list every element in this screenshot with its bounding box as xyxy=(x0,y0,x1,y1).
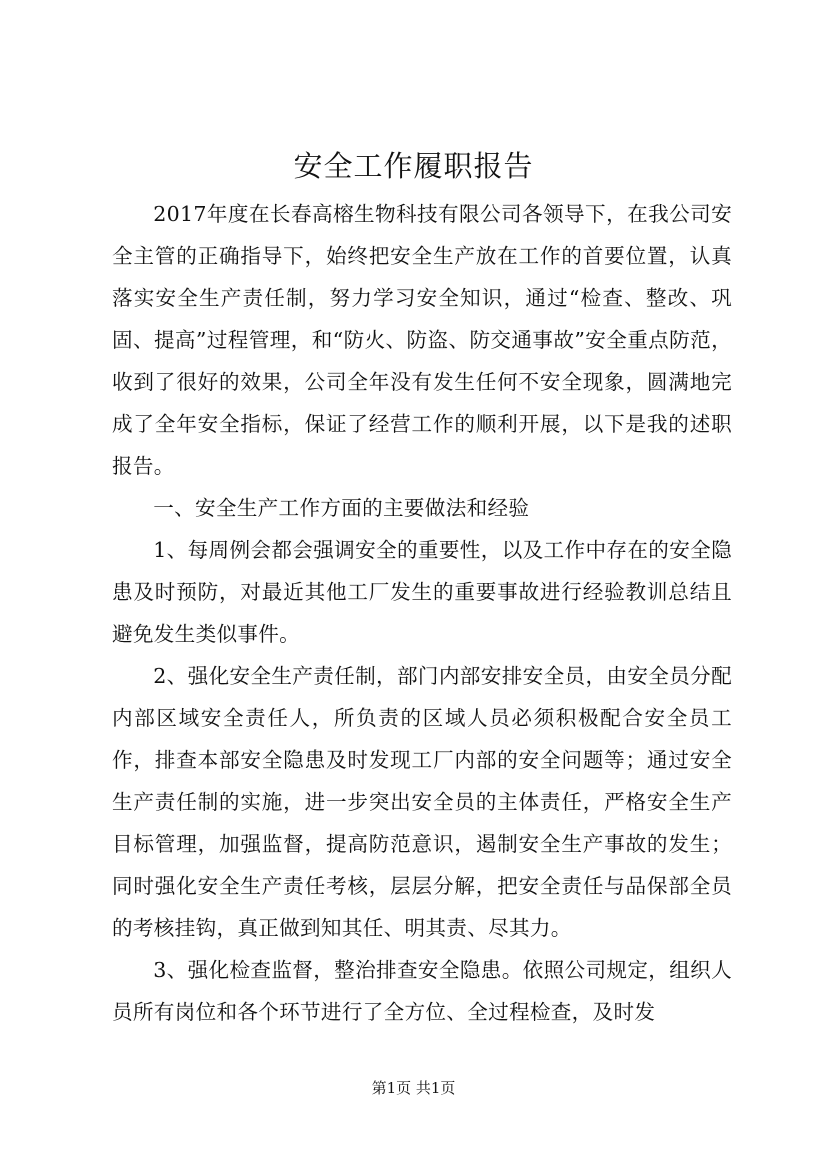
page-number-footer: 第1页 共1页 xyxy=(371,1079,456,1097)
document-body xyxy=(112,193,732,1033)
paragraph-item-1: 1、每周例会都会强调安全的重要性，以及工作中存在的安全隐患及时预防，对最近其他工厂发生的重要事故进行经验教训总结且避免发生类似事件。 xyxy=(112,538,732,646)
paragraph-intro: 2017年度在长春高榕生物科技有限公司各领导下，在我公司安全主管的正确指导下，始终把安全生产放在工作的首要位置，认真落实安全生产责任制，努力学习安全知识，通过“检查、整改、巩固、提高”过程管理，和“防火、防盗、防交通事故”安全重点防范，收到了很好的效果，公司全年没有发生任何不安全现象，圆满地完成了全年安全指标，保证了经营工作的顺利开展，以下是我的述职报告。 xyxy=(112,202,732,478)
paragraph-item-3: 3、强化检查监督，整治排查安全隐患。依照公司规定，组织人员所有岗位和各个环节进行了全方位、全过程检查，及时发 xyxy=(112,958,732,1024)
section-heading-1: 一、安全生产工作方面的主要做法和经验 xyxy=(153,496,530,520)
document-title: 安全工作履职报告 xyxy=(293,149,534,183)
paragraph-item-2: 2、强化安全生产责任制，部门内部安排安全员，由安全员分配内部区域安全责任人，所负责的区域人员必须积极配合安全员工作，排查本部安全隐患及时发现工厂内部的安全问题等；通过安全生产责任制的实施，进一步突出安全员的主体责任，严格安全生产目标管理，加强监督，提高防范意识，遏制安全生产事故的发生；同时强化安全生产责任考核，层层分解，把安全责任与品保部全员的考核挂钩，真正做到知其任、明其责、尽其力。 xyxy=(112,664,732,940)
